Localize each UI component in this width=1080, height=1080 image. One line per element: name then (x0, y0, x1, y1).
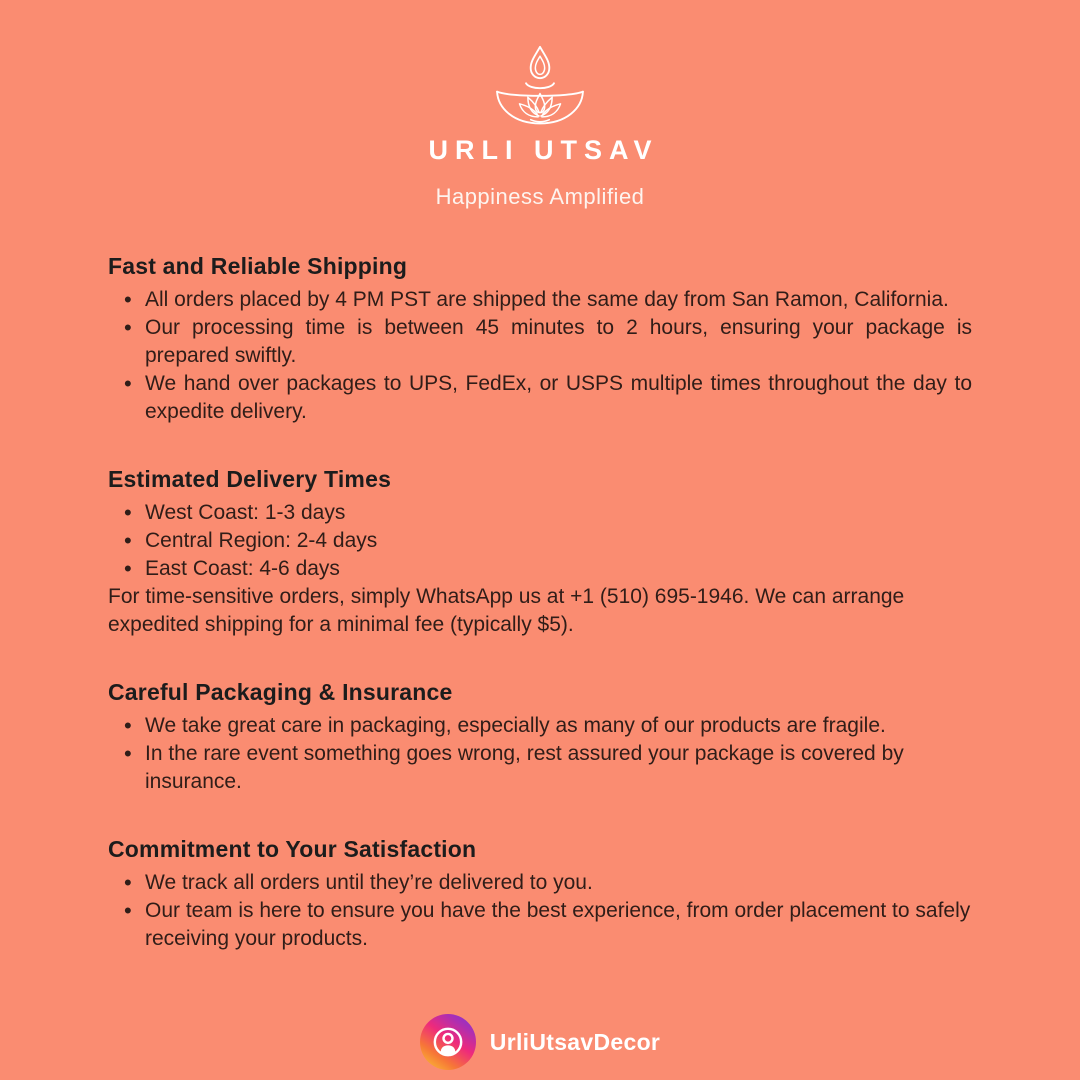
instagram-profile-icon (420, 1014, 476, 1070)
section-title: Commitment to Your Satisfaction (108, 836, 477, 862)
section-title: Fast and Reliable Shipping (108, 253, 408, 279)
header (0, 0, 1080, 210)
section-packaging-insurance (108, 679, 972, 796)
brand-tagline: Happiness Amplified (435, 184, 645, 209)
bullet-item: • East Coast: 4-6 days (108, 555, 972, 583)
bullet-item: • Our team is here to ensure you have the best experience, from order placement to safely receiving your products. (108, 897, 972, 953)
bullet-item: • We take great care in packaging, especially as many of our products are fragile. (108, 712, 972, 740)
bullet-item: • In the rare event something goes wrong, rest assured your package is covered by insurance. (108, 740, 972, 796)
instagram-handle: UrliUtsavDecor (489, 1028, 661, 1055)
bullet-item: • We track all orders until they’re delivered to you. (108, 869, 972, 897)
content (108, 253, 972, 953)
bullet-item: • West Coast: 1-3 days (108, 499, 972, 527)
section-title: Careful Packaging & Insurance (108, 679, 453, 705)
bullet-item: • All orders placed by 4 PM PST are shipped the same day from San Ramon, California. (108, 286, 972, 314)
bullet-item: • Central Region: 2-4 days (108, 527, 972, 555)
whatsapp-note: For time-sensitive orders, simply WhatsApp us at +1 (510) 695-1946. We can arrange expedited shipping for a minimal fee (typically $5). (108, 585, 905, 636)
section-title: Estimated Delivery Times (108, 466, 392, 492)
bullet-item: • Our processing time is between 45 minutes to 2 hours, ensuring your package is prepared swiftly. (108, 314, 972, 370)
bullet-list (108, 499, 972, 583)
section-satisfaction (108, 836, 972, 953)
bullet-item: • We hand over packages to UPS, FedEx, or USPS multiple times throughout the day to expedite delivery. (108, 370, 972, 426)
bullet-list (108, 869, 972, 953)
section-delivery-times (108, 466, 972, 639)
diya-lotus-icon (484, 44, 596, 130)
bullet-list (108, 712, 972, 796)
section-fast-shipping (108, 253, 972, 426)
brand-name: URLI UTSAV (428, 135, 659, 165)
footer (0, 1014, 1080, 1070)
bullet-list (108, 286, 972, 426)
